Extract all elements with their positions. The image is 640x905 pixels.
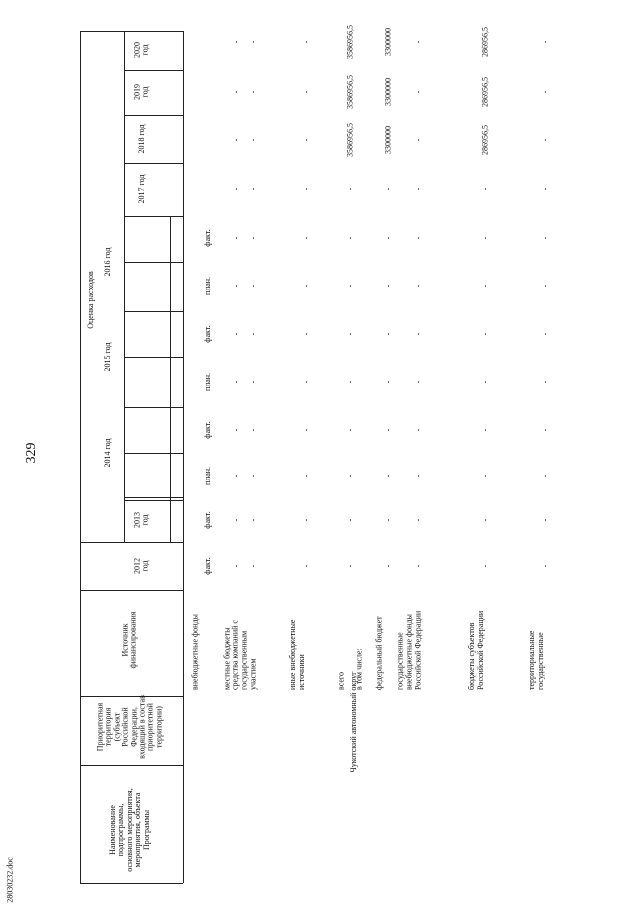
row-value: - (413, 518, 423, 522)
row-value: - (345, 332, 355, 336)
row-value: - (413, 40, 423, 44)
row-value: - (480, 518, 490, 522)
plan-fact-divider (170, 357, 183, 358)
row-value: - (480, 332, 490, 336)
row-value: - (231, 40, 241, 44)
row-value: - (345, 564, 355, 568)
row-value: - (248, 380, 258, 384)
row-value: - (301, 380, 311, 384)
row-value: - (345, 428, 355, 432)
row-value: - (345, 474, 355, 478)
row-value: - (540, 474, 550, 478)
header-source: Источник финансирования (120, 611, 138, 669)
row-value: - (383, 187, 393, 191)
subheader-plan-3: план. (202, 372, 212, 392)
row-value: 3300000 (383, 28, 393, 56)
row-value: - (480, 187, 490, 191)
column-border (124, 216, 183, 217)
header-left-border (80, 31, 81, 883)
header-2017: 2017 год (136, 174, 146, 204)
row-value: - (480, 284, 490, 288)
subheader-plan-5: план. (202, 466, 212, 486)
row-value: - (301, 474, 311, 478)
row-value: - (248, 236, 258, 240)
year-band-line (124, 31, 125, 216)
row-value: 3300000 (383, 126, 393, 154)
row-source: в том числе: (354, 648, 364, 690)
header-2016: 2016 год (102, 247, 112, 277)
row-value: - (540, 518, 550, 522)
year-band-line (124, 216, 125, 542)
column-border (80, 542, 183, 543)
subheader-fact-4: факт. (202, 421, 212, 439)
row-value: - (413, 90, 423, 94)
row-value: - (231, 284, 241, 288)
column-border (80, 765, 183, 766)
row-value: - (480, 474, 490, 478)
row-value: - (480, 380, 490, 384)
row-value: 286956,5 (480, 27, 490, 57)
row-value: - (413, 236, 423, 240)
row-value: 3586956,5 (345, 75, 355, 109)
row-value: - (301, 90, 311, 94)
row-source: государственные внебюджетные фонды Российской Федерации (395, 610, 423, 690)
row-value: - (248, 564, 258, 568)
row-value: - (248, 474, 258, 478)
row-value: - (413, 187, 423, 191)
row-value: - (248, 90, 258, 94)
row-value: - (248, 187, 258, 191)
column-border (124, 407, 183, 408)
table-bottom-border (80, 883, 183, 884)
subheader-fact-6: факт. (202, 511, 212, 529)
row-value: - (383, 428, 393, 432)
row-value: - (248, 518, 258, 522)
row-value: - (231, 236, 241, 240)
row-value: - (383, 380, 393, 384)
row-value: - (540, 187, 550, 191)
subhead-line (170, 216, 171, 542)
row-value: - (345, 284, 355, 288)
plan-fact-divider (170, 262, 183, 263)
row-value: - (540, 564, 550, 568)
row-source: федеральный бюджет (374, 616, 384, 690)
row-value: - (383, 236, 393, 240)
row-value: - (413, 564, 423, 568)
row-value: - (345, 187, 355, 191)
row-value: - (540, 332, 550, 336)
column-border (124, 311, 183, 312)
row-value: - (413, 138, 423, 142)
header-name: Наименование подпрограммы, основного мероприятия, мероприятия, объекта Программы (108, 788, 151, 872)
row-value: - (248, 284, 258, 288)
row-value: - (231, 138, 241, 142)
row-value: - (383, 474, 393, 478)
row-value: - (345, 380, 355, 384)
column-border (124, 70, 183, 71)
row-value: - (301, 428, 311, 432)
row-value: - (231, 380, 241, 384)
row-value: - (383, 518, 393, 522)
row-value: 3586956,5 (345, 123, 355, 157)
row-value: - (231, 518, 241, 522)
row-value: - (480, 564, 490, 568)
header-2014: 2014 год (102, 438, 112, 468)
row-value: 3300000 (383, 78, 393, 106)
row-value: - (540, 236, 550, 240)
header-2019: 2019 год (132, 84, 150, 100)
row-source: территориальные государственные (527, 630, 545, 690)
row-value: - (231, 187, 241, 191)
header-2013: 2013 год (132, 512, 150, 528)
row-source: внебюджетные фонды (190, 614, 200, 690)
header-2020: 2020 год (132, 42, 150, 58)
row-value: - (540, 90, 550, 94)
row-value: - (301, 332, 311, 336)
row-value: - (301, 518, 311, 522)
row-value: - (231, 90, 241, 94)
row-value: - (413, 380, 423, 384)
row-value: - (540, 428, 550, 432)
row-value: - (248, 40, 258, 44)
row-value: - (301, 236, 311, 240)
row-value: - (301, 40, 311, 44)
row-source: средства компаний с государственным участием (230, 620, 258, 690)
row-value: - (383, 332, 393, 336)
row-value: - (248, 138, 258, 142)
row-value: - (345, 236, 355, 240)
row-value: - (301, 187, 311, 191)
row-value: - (413, 284, 423, 288)
header-2012: 2012 год (132, 558, 150, 574)
row-value: - (540, 380, 550, 384)
row-value: - (480, 236, 490, 240)
column-border (124, 497, 183, 498)
row-value: 286956,5 (480, 125, 490, 155)
header-2018: 2018 год (136, 124, 146, 154)
column-border (124, 115, 183, 116)
page-number: 329 (24, 442, 39, 464)
row-value: 286956,5 (480, 77, 490, 107)
row-value: - (248, 428, 258, 432)
column-border (124, 500, 183, 501)
row-value: - (301, 138, 311, 142)
subheader-plan-1: план. (202, 276, 212, 296)
row-value: 3586956,5 (345, 25, 355, 59)
row-value: - (248, 332, 258, 336)
column-border (80, 590, 183, 591)
row-value: - (413, 428, 423, 432)
footer-filename: 28030232.doc (5, 857, 15, 903)
row-value: - (301, 284, 311, 288)
row-value: - (231, 428, 241, 432)
plan-fact-divider (170, 453, 183, 454)
column-border (124, 163, 183, 164)
row-value: - (231, 474, 241, 478)
row-source: местные бюджеты (222, 627, 232, 690)
row-territory: Чукотский автономный округ (348, 671, 358, 773)
header-estimate: Оценка расходов (85, 271, 95, 329)
row-value: - (413, 474, 423, 478)
row-value: - (383, 564, 393, 568)
header-2015: 2015 год (102, 342, 112, 372)
row-value: - (480, 428, 490, 432)
row-value: - (540, 284, 550, 288)
row-source: бюджеты субъектов Российской Федерации (467, 610, 485, 690)
row-value: - (231, 332, 241, 336)
header-right-border (183, 31, 184, 883)
row-value: - (345, 518, 355, 522)
subheader-fact-2: факт. (202, 325, 212, 343)
row-value: - (383, 284, 393, 288)
subheader-fact-7: факт. (202, 557, 212, 575)
row-value: - (301, 564, 311, 568)
row-value: - (413, 332, 423, 336)
row-source: иные внебюджетные источники (288, 619, 306, 690)
row-value: - (540, 138, 550, 142)
row-value: - (540, 40, 550, 44)
row-source: всего (336, 671, 346, 690)
subheader-fact-0: факт. (202, 229, 212, 247)
column-border (124, 31, 183, 32)
row-value: - (231, 564, 241, 568)
header-territory: Приоритетная территория (субъект Российской Федерации, входящий в состав приоритетной территории) (95, 695, 164, 759)
